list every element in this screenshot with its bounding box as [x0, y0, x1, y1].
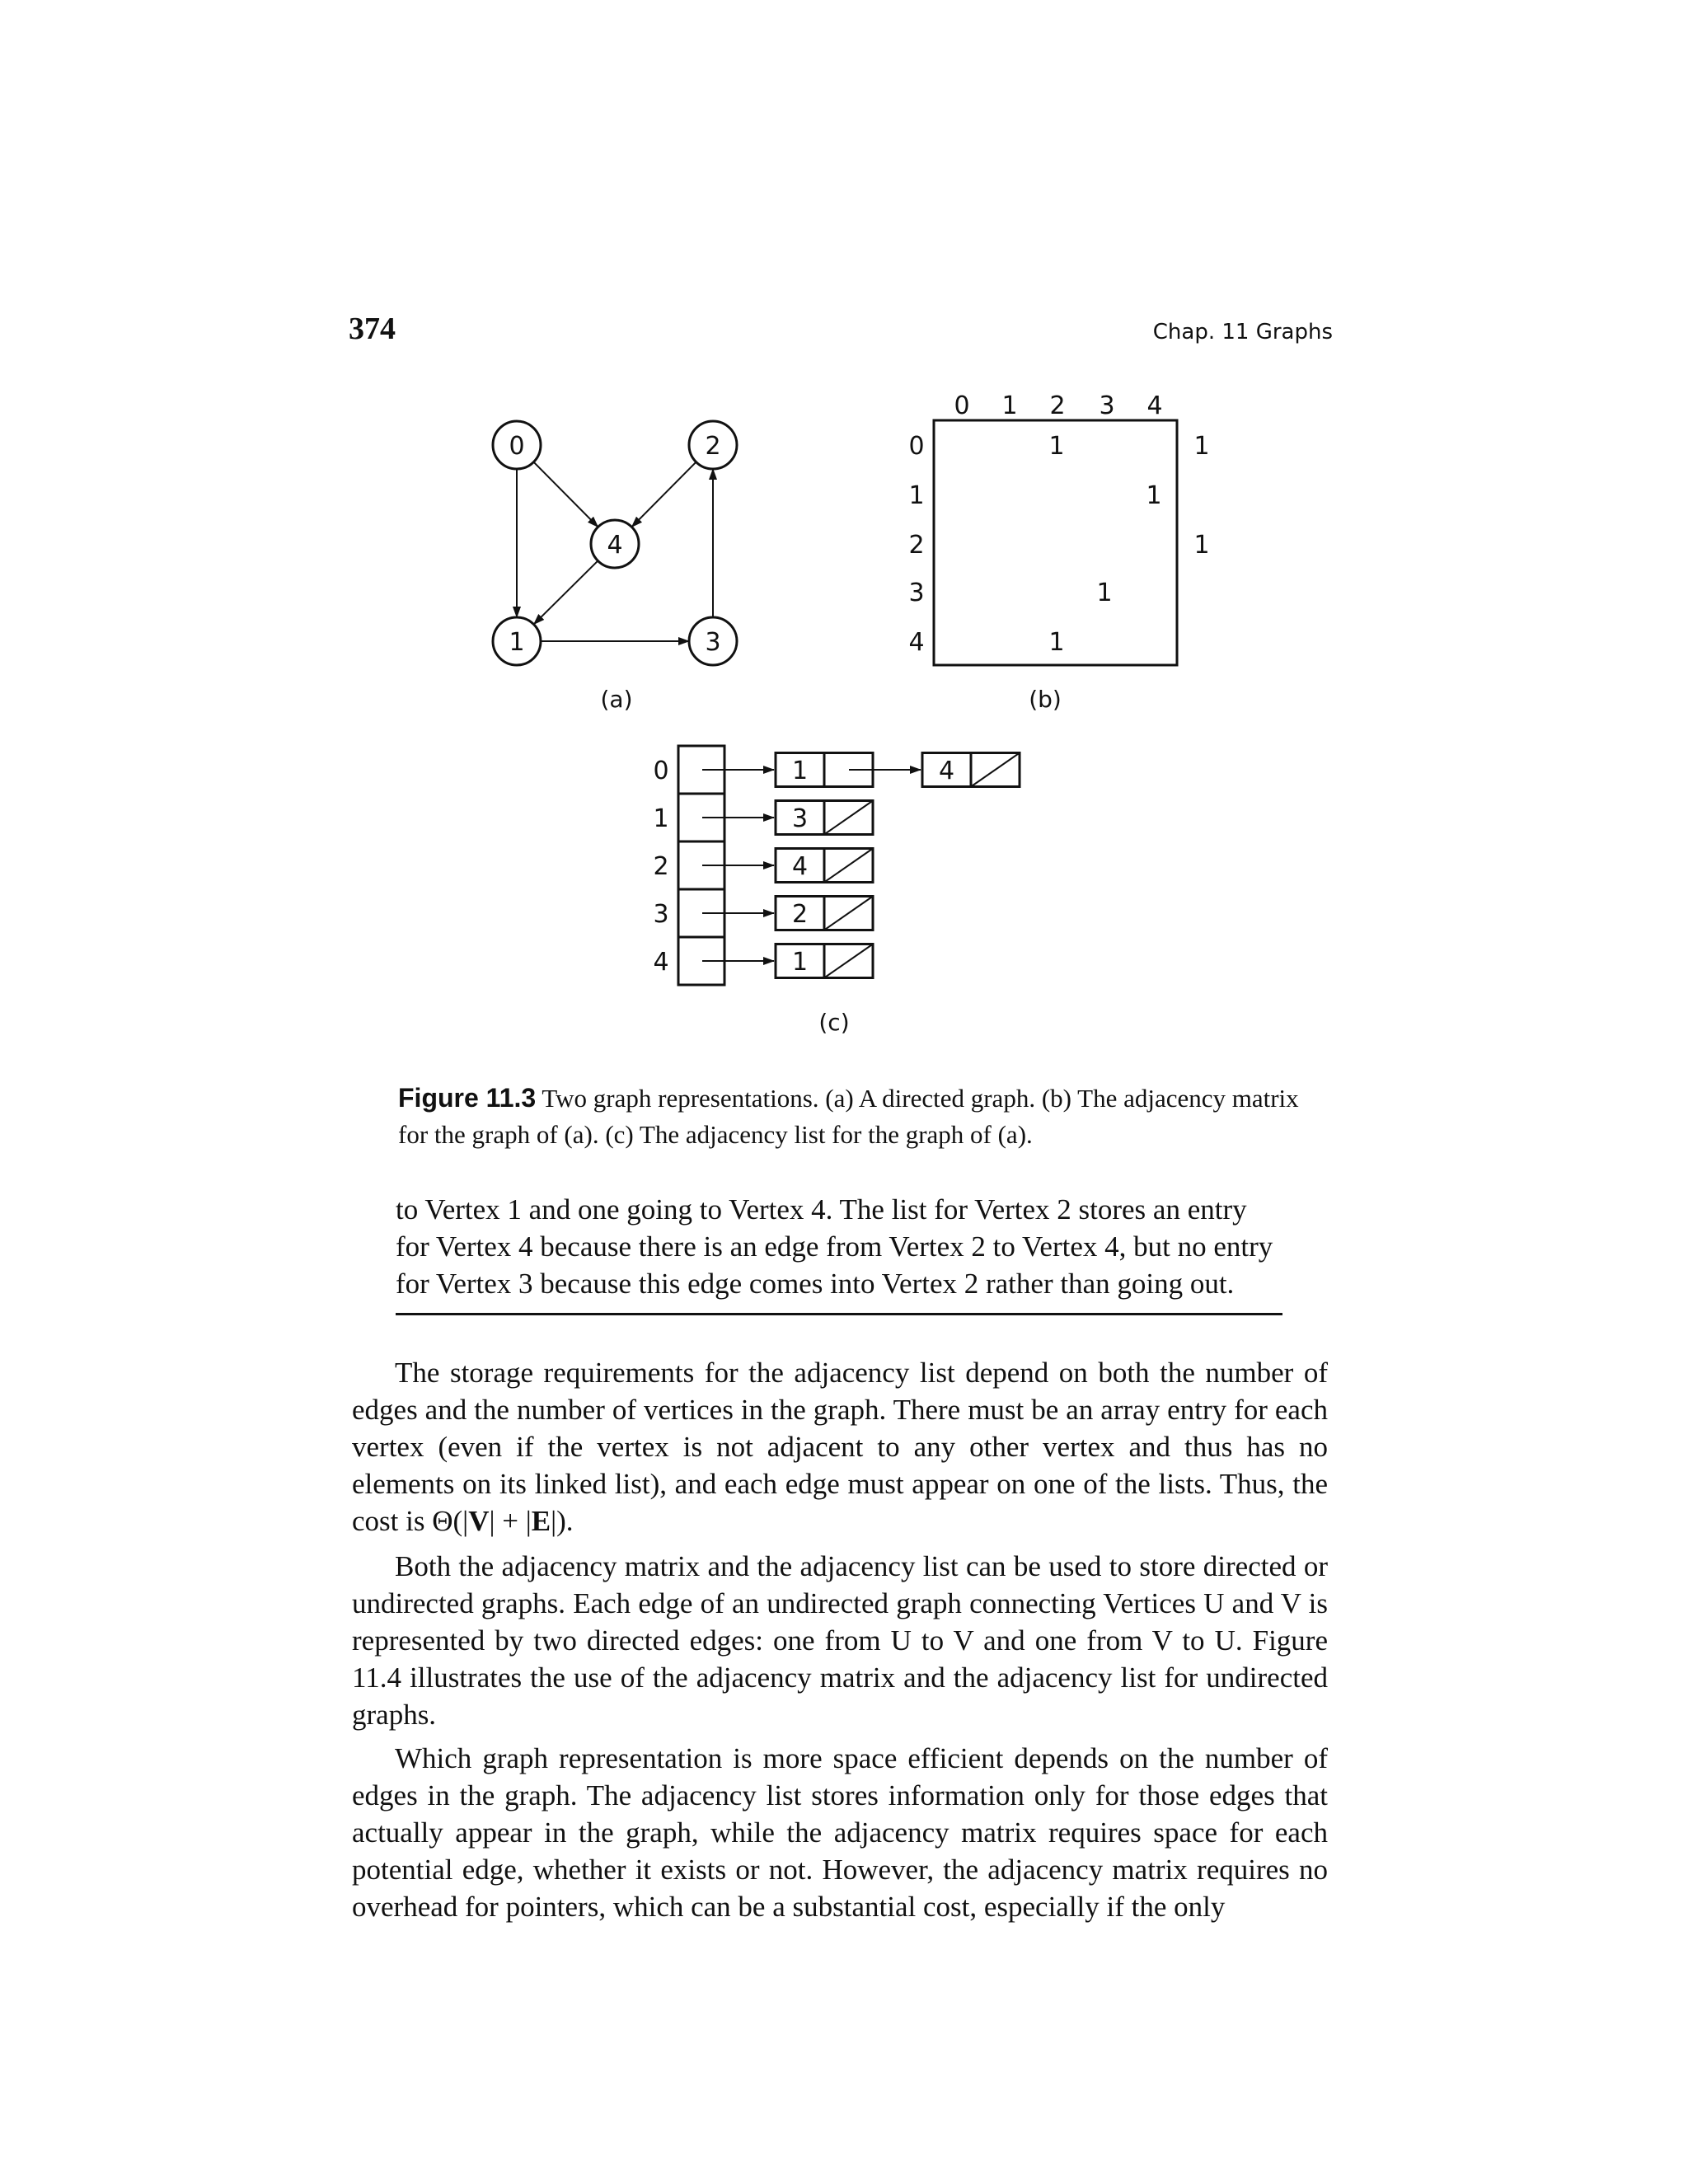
matrix-cell-4-1: 1 — [1048, 628, 1065, 657]
graph-node-label-4: 4 — [607, 531, 623, 560]
running-header: Chap. 11 Graphs — [1152, 320, 1333, 344]
paragraph-directed-undirected — [352, 1548, 1328, 1733]
math-close: |). — [551, 1505, 574, 1537]
matrix-row-header-4: 4 — [908, 628, 925, 657]
matrix-row-header-1: 1 — [908, 481, 925, 510]
graph-node-label-3: 3 — [705, 628, 721, 657]
list-node-value-4-0: 1 — [791, 948, 809, 977]
list-node-value-3-0: 2 — [791, 900, 809, 929]
list-index-1: 1 — [653, 804, 669, 833]
list-index-4: 4 — [653, 948, 669, 977]
matrix-col-header-1: 1 — [1001, 391, 1018, 420]
matrix-col-header-3: 3 — [1099, 391, 1115, 420]
list-node-value-0-0: 1 — [791, 757, 809, 785]
matrix-cell-3-2: 1 — [1096, 579, 1113, 607]
figure-11-3 — [0, 0, 1688, 1071]
paragraph-space-efficiency-text: Which graph representation is more space efficient depends on the number of edges in the graph. The adjacency list stores information only for those edges that actually appear in the graph, while the adjacency matrix requires space for each potential edge, whether it exists or not. However, the adjacency matrix requires no overhead for pointers, which can be a substantial cost, especially if the only — [352, 1742, 1328, 1923]
matrix-row-header-3: 3 — [908, 579, 925, 607]
matrix-row-header-2: 2 — [908, 531, 925, 560]
graph-node-label-1: 1 — [509, 628, 525, 657]
list-null-slash — [824, 897, 873, 930]
list-index-2: 2 — [653, 852, 669, 881]
list-index-0: 0 — [653, 757, 669, 785]
example-end-rule — [396, 1313, 1282, 1315]
adjacency-matrix — [908, 391, 1209, 665]
subfigure-label-a: (a) — [600, 686, 633, 713]
graph-node-label-2: 2 — [705, 432, 721, 461]
list-node-value-1-0: 3 — [791, 804, 809, 833]
paragraph-space-efficiency — [352, 1740, 1328, 1925]
math-plus: | + | — [489, 1505, 532, 1537]
paragraph-storage — [352, 1354, 1328, 1540]
matrix-col-header-0: 0 — [954, 391, 970, 420]
paragraph-storage-text: The storage requirements for the adjacency list depend on both the number of edges and the number of vertices in the graph. There must be an array entry for each vertex (even if the vertex is not adjacent to any other vertex and thus has no elements on its linked list), and each edge must appear on one of the lists. Thus, the cost is — [352, 1357, 1328, 1537]
math-v: V — [468, 1505, 490, 1537]
matrix-cell-1-3: 1 — [1146, 481, 1162, 510]
list-null-slash — [824, 849, 873, 883]
math-theta-open: Θ(| — [432, 1505, 469, 1537]
list-node-value-0-1: 4 — [938, 757, 955, 785]
graph-node-label-0: 0 — [509, 432, 525, 461]
graph-edge-2-4 — [631, 462, 696, 527]
math-e: E — [531, 1505, 551, 1537]
figure-caption — [398, 1080, 1321, 1153]
matrix-col-header-2: 2 — [1049, 391, 1066, 420]
list-null-slash — [824, 801, 873, 835]
list-null-slash — [824, 944, 873, 978]
paragraph-directed-undirected-text: Both the adjacency matrix and the adjacency list can be used to store directed or undirected graphs. Each edge of an undirected graph connecting Vertices U and V is represented by two directed edges: one from U to V and one from V to U. Figure 11.4 illustrates the use of the adjacency matrix and the adjacency list for undirected graphs. — [352, 1550, 1328, 1731]
caption-text: Two graph representations. (a) A directed graph. (b) The adjacency matrix for the graph of (a). (c) The adjacency list for the graph of (a). — [398, 1084, 1299, 1149]
example-text: to Vertex 1 and one going to Vertex 4. The list for Vertex 2 stores an entry for Vertex 4 because there is an edge from Vertex 2 to Vertex 4, but no entry for Vertex 3 because this edge comes into Vertex 2 rather than going out. — [396, 1193, 1273, 1300]
caption-label: Figure 11.3 — [398, 1083, 537, 1113]
matrix-col-header-4: 4 — [1146, 391, 1163, 420]
directed-graph — [493, 421, 737, 665]
matrix-cell-2-4: 1 — [1193, 531, 1210, 560]
matrix-cell-0-4: 1 — [1193, 432, 1210, 461]
page-number: 374 — [349, 312, 396, 346]
graph-edge-0-4 — [533, 462, 598, 527]
subfigure-label-b: (b) — [1029, 686, 1062, 713]
list-null-slash — [971, 753, 1020, 787]
matrix-row-header-0: 0 — [908, 432, 925, 461]
subfigure-label-c: (c) — [818, 1009, 850, 1036]
graph-edge-4-1 — [534, 560, 598, 624]
matrix-cell-0-1: 1 — [1048, 432, 1065, 461]
adjacency-list — [653, 746, 1020, 985]
list-index-3: 3 — [653, 900, 669, 929]
list-node-value-2-0: 4 — [791, 852, 809, 881]
